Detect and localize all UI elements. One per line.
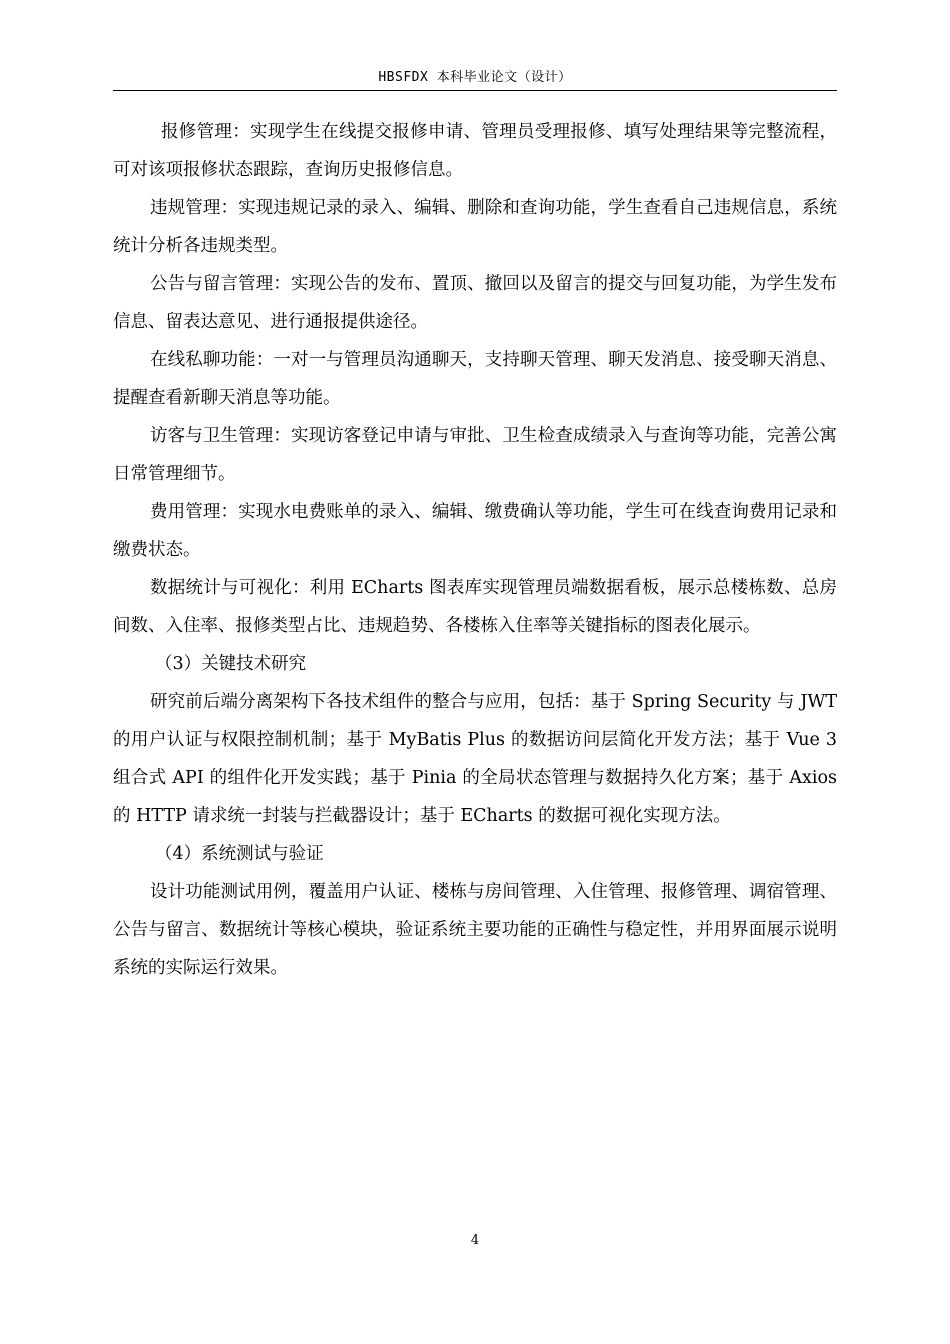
section-heading-testing: （4）系统测试与验证	[155, 844, 324, 864]
paragraph-notice-message-management: 公告与留言管理：实现公告的发布、置顶、撤回以及留言的提交与回复功能，为学生发布信息、留表达意见、进行通报提供途径。	[113, 274, 837, 332]
paragraph-repair-management: 报修管理：实现学生在线提交报修申请、管理员受理报修、填写处理结果等完整流程，可对该项报修状态跟踪，查询历史报修信息。	[113, 122, 837, 180]
paragraph-testing: 设计功能测试用例，覆盖用户认证、楼栋与房间管理、入住管理、报修管理、调宿管理、公告与留言、数据统计等核心模块，验证系统主要功能的正确性与稳定性，并用界面展示说明系统的实际运行效果。	[113, 882, 837, 978]
paragraph-visitor-hygiene: 访客与卫生管理：实现访客登记申请与审批、卫生检查成绩录入与查询等功能，完善公寓日常管理细节。	[113, 426, 837, 484]
document-body	[113, 113, 837, 987]
header-rule	[113, 90, 837, 91]
paragraph-violation-management: 违规管理：实现违规记录的录入、编辑、删除和查询功能，学生查看自己违规信息，系统统计分析各违规类型。	[113, 198, 837, 256]
paragraph-statistics-visualization: 数据统计与可视化：利用 ECharts 图表库实现管理员端数据看板，展示总楼栋数、总房间数、入住率、报修类型占比、违规趋势、各楼栋入住率等关键指标的图表化展示。	[113, 578, 837, 636]
paragraph-private-chat: 在线私聊功能：一对一与管理员沟通聊天，支持聊天管理、聊天发消息、接受聊天消息、提醒查看新聊天消息等功能。	[113, 350, 837, 408]
page-number: 4	[470, 1233, 480, 1248]
running-header: HBSFDX 本科毕业论文（设计）	[378, 70, 572, 85]
paragraph-fee-management: 费用管理：实现水电费账单的录入、编辑、缴费确认等功能，学生可在线查询费用记录和缴费状态。	[113, 502, 837, 560]
paragraph-key-technology: 研究前后端分离架构下各技术组件的整合与应用，包括：基于 Spring Security 与 JWT 的用户认证与权限控制机制；基于 MyBatis Plus 的数据访问层简化开发方法；基于 Vue 3 组合式 API 的组件化开发实践；基于 Pinia 的全局状态管理与数据持久化方案；基于 Axios 的 HTTP 请求统一封装与拦截器设计；基于 ECharts 的数据可视化实现方法。	[113, 692, 837, 826]
section-heading-key-technology: （3）关键技术研究	[155, 654, 307, 674]
